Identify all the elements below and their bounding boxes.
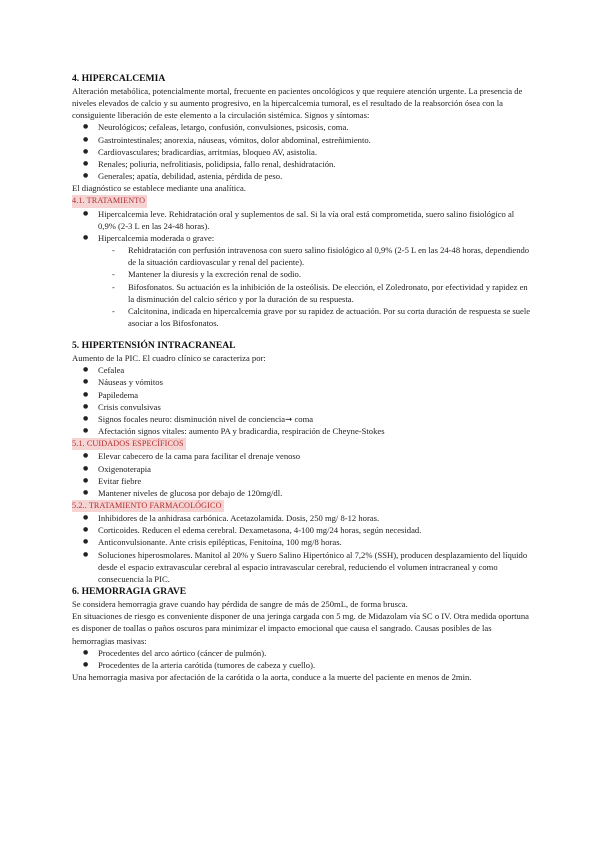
list-item: ● Renales; poliuria, nefrolitiasis, polidipsia, fallo renal, deshidratación.	[72, 158, 532, 170]
list-item: ● Procedentes de la arteria carótida (tumores de cabeza y cuello).	[72, 659, 532, 671]
list-item	[72, 232, 532, 329]
subsection-title: 4.1. TRATAMIENTO	[72, 195, 147, 207]
subsection-title: 5.2.. TRATAMIENTO FARMACOLÓGICO	[72, 500, 224, 512]
list-item-label: Hipercalcemia moderada o grave:	[98, 232, 215, 243]
list-item: ● Afectación signos vitales: aumento PA y bradicardia, respiración de Cheyne-Stokes	[72, 425, 532, 437]
list-item: ● Generales; apatía, debilidad, astenia, pérdida de peso.	[72, 170, 532, 182]
list-item: ● Hipercalcemia leve. Rehidratación oral y suplementos de sal. Si la vía oral está comprometida, suero salino fisiológico al 0,9% (2-3 L en las 24-48 horas).	[72, 208, 532, 232]
section-title-hipercalcemia: 4. HIPERCALCEMIA	[72, 73, 166, 84]
paragraph: El diagnóstico se establece mediante una analítica.	[72, 183, 246, 194]
list-item: ● Elevar cabecero de la cama para facilitar el drenaje venoso	[72, 450, 532, 462]
signs-list	[72, 364, 532, 437]
sub-list-item: - Rehidratación con perfusión intravenosa con suero salino fisiológico al 0,9% (2-5 L en las 24-48 horas, dependiendo de la situación cardiovascular y renal del paciente).	[98, 244, 532, 268]
list-item: ● Papiledema	[72, 389, 532, 401]
paragraph: Alteración metabólica, potencialmente mortal, frecuente en pacientes oncológicos y que requiere atención urgente. La presencia de niveles elevados de calcio y su aumento progresivo, en la hipercalcemia tumoral, es el resultado de la reabsorción ósea con la consiguiente liberación de este elemento a la circulación sistémica. Signos y síntomas:	[72, 86, 523, 121]
list-item: ● Soluciones hiperosmolares. Manitol al 20% y Suero Salino Hipertónico al 7,2% (SSH), producen desplazamiento del líquido desde el espacio extravascular cerebral al espacio intravascular cerebral, reduciendo el volumen intracraneal y como consecuencia la PIC.	[72, 549, 532, 585]
list-item: ● Cardiovasculares; bradicardias, arritmias, bloqueo AV, asistolia.	[72, 146, 532, 158]
list-item: ● Gastrointestinales; anorexia, náuseas, vómitos, dolor abdominal, estreñimiento.	[72, 134, 532, 146]
list-item: ● Procedentes del arco aórtico (cáncer de pulmón).	[72, 647, 532, 659]
section-title-hemorragia: 6. HEMORRAGIA GRAVE	[72, 586, 187, 598]
list-item: ● Neurológicos; cefaleas, letargo, confusión, convulsiones, psicosis, coma.	[72, 121, 532, 133]
sub-list-item: - Mantener la diuresis y la excreción renal de sodio.	[98, 268, 532, 280]
treatment-list	[72, 208, 532, 330]
care-list	[72, 450, 532, 499]
list-item: ● Oxigenoterapia	[72, 463, 532, 475]
list-item: ● Signos focales neuro: disminución nivel de conciencia➞ coma	[72, 413, 532, 425]
document-page	[72, 72, 532, 683]
symptom-list	[72, 121, 532, 182]
list-item: ● Evitar fiebre	[72, 475, 532, 487]
sub-list-item: - Calcitonina, indicada en hipercalcemia grave por su rapidez de actuación. Por su corta duración de respuesta se suele asociar a los Bifosfonatos.	[98, 305, 532, 329]
subsection-title: 5.1. CUIDADOS ESPECÍFICOS	[72, 438, 186, 450]
causes-list	[72, 647, 532, 671]
section-title-hipertension: 5. HIPERTENSIÓN INTRACRANEAL	[72, 340, 236, 352]
list-item: ● Anticonvulsionante. Ante crisis epilépticas, Fenitoína, 100 mg/8 horas.	[72, 536, 532, 548]
drug-list	[72, 512, 532, 585]
paragraph: Aumento de la PIC. El cuadro clínico se caracteriza por:	[72, 353, 266, 364]
sub-list	[98, 244, 532, 329]
paragraph: Se considera hemorragia grave cuando hay pérdida de sangre de más de 250mL, de forma brusca.	[72, 599, 408, 610]
paragraph: Una hemorragia masiva por afectación de la carótida o la aorta, conduce a la muerte del paciente en menos de 2min.	[72, 672, 472, 683]
list-item: ● Crisis convulsivas	[72, 401, 532, 413]
list-item: ● Inhibidores de la anhidrasa carbónica. Acetazolamida. Dosis, 250 mg/ 8-12 horas.	[72, 512, 532, 524]
list-item: ● Cefalea	[72, 364, 532, 376]
list-item: ● Mantener niveles de glucosa por debajo de 120mg/dl.	[72, 487, 532, 499]
sub-list-item: - Bifosfonatos. Su actuación es la inhibición de la osteólisis. De elección, el Zoledronato, por efectividad y rapidez en la disminución del calcio sérico y por la duración de su respuesta.	[98, 281, 532, 305]
list-item: ● Náuseas y vómitos	[72, 376, 532, 388]
paragraph: En situaciones de riesgo es conveniente disponer de una jeringa cargada con 5 mg. de Midazolam vía SC o IV. Otra medida oportuna es disponer de toallas o paños oscuros para minimizar el impacto emocional que causa el sangrado. Causas posibles de las hemorragias masivas:	[72, 611, 529, 646]
list-item: ● Corticoides. Reducen el edema cerebral. Dexametasona, 4-100 mg/24 horas, según necesidad.	[72, 524, 532, 536]
